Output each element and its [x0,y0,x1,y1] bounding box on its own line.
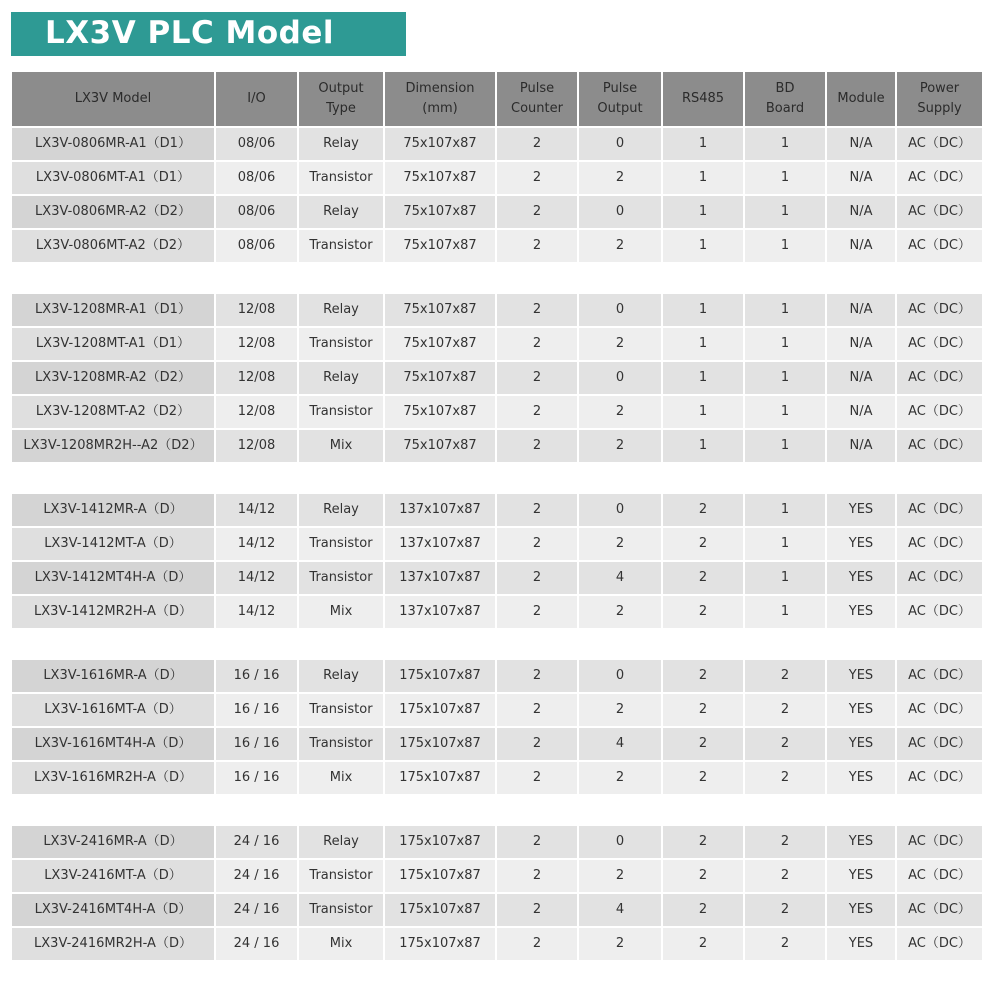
table-cell: 2 [663,894,743,928]
table-cell: 2 [497,860,577,894]
table-cell: 24 / 16 [216,826,297,860]
table-cell: 2 [663,860,743,894]
table-cell: 24 / 16 [216,894,297,928]
table-cell: AC（DC） [897,894,982,928]
table-cell: 137x107x87 [385,562,495,596]
table-cell: AC（DC） [897,928,982,962]
table-row [12,596,984,630]
table-cell: 08/06 [216,162,297,196]
table-row [12,396,984,430]
table-cell: 4 [579,562,661,596]
table-cell: 2 [497,162,577,196]
table-cell: 1 [663,396,743,430]
table-cell: Transistor [299,528,383,562]
table-cell: N/A [827,328,895,362]
table-row [12,294,984,328]
table-cell: 2 [579,860,661,894]
table-row [12,430,984,464]
header-cell [663,72,743,126]
table-cell: AC（DC） [897,230,982,264]
table-cell: 2 [579,230,661,264]
table-cell: Transistor [299,894,383,928]
table-cell: 137x107x87 [385,596,495,630]
table-cell: 16 / 16 [216,728,297,762]
table-cell: Mix [299,596,383,630]
table-cell: 2 [497,728,577,762]
table-cell: AC（DC） [897,728,982,762]
table-cell: Relay [299,294,383,328]
header-label: Dimension (mm) [405,81,475,116]
header-label: Pulse Counter [511,81,563,116]
table-cell: 2 [497,362,577,396]
table-cell: 2 [663,596,743,630]
header-cell [12,72,214,126]
model-cell: LX3V-2416MR-A（D） [12,826,214,860]
table-cell: 0 [579,494,661,528]
table-cell: 2 [579,762,661,796]
table-cell: 08/06 [216,230,297,264]
model-cell: LX3V-1616MT-A（D） [12,694,214,728]
page-title: LX3V PLC Model [45,15,335,51]
table-cell: AC（DC） [897,528,982,562]
table-cell: 08/06 [216,196,297,230]
table-cell: AC（DC） [897,196,982,230]
table-cell: 175x107x87 [385,826,495,860]
model-cell: LX3V-0806MR-A2（D2） [12,196,214,230]
table-cell: YES [827,694,895,728]
table-cell: 2 [745,762,825,796]
table-row [12,494,984,528]
table-cell: Relay [299,660,383,694]
header-cell [745,72,825,126]
table-cell: 12/08 [216,396,297,430]
model-cell: LX3V-2416MT4H-A（D） [12,894,214,928]
table-cell: 16 / 16 [216,762,297,796]
table-cell: 2 [663,694,743,728]
group-spacer [12,464,984,494]
table-cell: 2 [497,762,577,796]
table-cell: AC（DC） [897,494,982,528]
table-cell: N/A [827,430,895,464]
table-header-row [12,72,984,126]
table-row [12,230,984,264]
model-cell: LX3V-1208MR2H--A2（D2） [12,430,214,464]
table-cell: 0 [579,294,661,328]
table-cell: N/A [827,294,895,328]
table-cell: 2 [663,826,743,860]
table-cell: Mix [299,928,383,962]
table-cell: 2 [579,430,661,464]
table-cell: 0 [579,826,661,860]
table-cell: Transistor [299,694,383,728]
header-label: Output Type [318,81,364,116]
table-cell: YES [827,860,895,894]
table-row [12,694,984,728]
model-cell: LX3V-1208MR-A1（D1） [12,294,214,328]
table-cell: Relay [299,196,383,230]
table-cell: YES [827,494,895,528]
table-cell: 14/12 [216,528,297,562]
table-cell: 2 [663,660,743,694]
table-cell: Transistor [299,162,383,196]
table-cell: 175x107x87 [385,762,495,796]
table-cell: N/A [827,362,895,396]
table-cell: Transistor [299,860,383,894]
group-spacer [12,796,984,826]
table-cell: 2 [745,660,825,694]
table-cell: AC（DC） [897,294,982,328]
table-cell: 1 [663,196,743,230]
header-label: I/O [247,91,266,106]
group-spacer [12,630,984,660]
table-cell: AC（DC） [897,826,982,860]
header-cell [385,72,495,126]
table-cell: 75x107x87 [385,396,495,430]
table-cell: 2 [745,928,825,962]
table-cell: AC（DC） [897,596,982,630]
table-cell: 2 [497,128,577,162]
table-cell: 2 [497,660,577,694]
table-row [12,196,984,230]
table-cell: 12/08 [216,362,297,396]
table-cell: 2 [497,396,577,430]
header-cell [497,72,577,126]
table-cell: AC（DC） [897,660,982,694]
table-cell: 2 [497,562,577,596]
table-cell: 2 [579,928,661,962]
table-cell: 0 [579,196,661,230]
table-cell: 2 [497,328,577,362]
table-cell: 2 [579,528,661,562]
table-cell: YES [827,928,895,962]
table-row [12,528,984,562]
table-cell: 2 [497,430,577,464]
table-cell: 14/12 [216,494,297,528]
table-cell: 175x107x87 [385,928,495,962]
model-cell: LX3V-1412MR-A（D） [12,494,214,528]
table-cell: AC（DC） [897,396,982,430]
table-cell: 1 [745,494,825,528]
table-cell: 1 [745,128,825,162]
header-label: Power Supply [917,81,962,116]
table-cell: 2 [745,894,825,928]
model-cell: LX3V-0806MT-A2（D2） [12,230,214,264]
table-cell: 12/08 [216,328,297,362]
table-cell: 1 [663,362,743,396]
model-cell: LX3V-1412MR2H-A（D） [12,596,214,630]
header-cell [579,72,661,126]
table-cell: N/A [827,196,895,230]
model-cell: LX3V-1412MT4H-A（D） [12,562,214,596]
table-cell: 2 [745,826,825,860]
table-cell: 2 [497,528,577,562]
table-cell: 175x107x87 [385,728,495,762]
table-cell: 2 [663,728,743,762]
table-cell: 175x107x87 [385,894,495,928]
title-banner [11,12,406,56]
table-cell: 0 [579,362,661,396]
table-cell: Mix [299,762,383,796]
table-cell: 2 [579,162,661,196]
plc-model-table [12,72,984,962]
header-cell [216,72,297,126]
table-cell: Mix [299,430,383,464]
table-cell: Relay [299,826,383,860]
table-cell: 1 [745,430,825,464]
table-cell: N/A [827,230,895,264]
header-cell [827,72,895,126]
table-cell: 12/08 [216,430,297,464]
table-cell: 14/12 [216,596,297,630]
table-cell: 75x107x87 [385,294,495,328]
table-cell: 1 [745,196,825,230]
table-cell: 75x107x87 [385,328,495,362]
table-cell: 137x107x87 [385,494,495,528]
table-cell: YES [827,596,895,630]
table-cell: 75x107x87 [385,430,495,464]
table-cell: YES [827,660,895,694]
table-cell: 2 [497,294,577,328]
table-cell: 1 [745,596,825,630]
table-cell: 2 [663,562,743,596]
table-cell: N/A [827,396,895,430]
table-cell: AC（DC） [897,762,982,796]
table-cell: 2 [497,230,577,264]
table-cell: 4 [579,728,661,762]
table-row [12,894,984,928]
table-cell: 16 / 16 [216,694,297,728]
model-cell: LX3V-1208MR-A2（D2） [12,362,214,396]
model-cell: LX3V-1616MT4H-A（D） [12,728,214,762]
table-cell: 2 [579,396,661,430]
table-cell: 24 / 16 [216,860,297,894]
table-row [12,128,984,162]
table-row [12,728,984,762]
table-cell: 2 [497,596,577,630]
table-row [12,362,984,396]
table-cell: 2 [497,196,577,230]
table-cell: AC（DC） [897,430,982,464]
table-cell: 75x107x87 [385,196,495,230]
table-cell: 1 [745,328,825,362]
table-cell: 2 [497,694,577,728]
table-cell: AC（DC） [897,128,982,162]
model-cell: LX3V-2416MT-A（D） [12,860,214,894]
table-cell: 75x107x87 [385,230,495,264]
table-cell: N/A [827,162,895,196]
table-cell: Transistor [299,230,383,264]
table-cell: 75x107x87 [385,362,495,396]
table-cell: 12/08 [216,294,297,328]
table-cell: YES [827,826,895,860]
table-cell: YES [827,762,895,796]
table-cell: AC（DC） [897,694,982,728]
table-cell: Transistor [299,328,383,362]
table-cell: 2 [663,494,743,528]
table-cell: Relay [299,362,383,396]
table-cell: 2 [497,894,577,928]
header-label: RS485 [681,91,725,106]
table-cell: 175x107x87 [385,694,495,728]
table-cell: Relay [299,128,383,162]
table-cell: 24 / 16 [216,928,297,962]
table-cell: 0 [579,660,661,694]
table-cell: 1 [663,430,743,464]
table-cell: 2 [663,928,743,962]
model-cell: LX3V-1208MT-A2（D2） [12,396,214,430]
table-cell: 2 [497,826,577,860]
table-row [12,826,984,860]
table-cell: 2 [579,694,661,728]
model-cell: LX3V-0806MR-A1（D1） [12,128,214,162]
table-cell: 2 [745,694,825,728]
table-cell: 1 [663,294,743,328]
table-cell: AC（DC） [897,328,982,362]
table-cell: 2 [663,528,743,562]
table-row [12,860,984,894]
model-cell: LX3V-1208MT-A1（D1） [12,328,214,362]
table-cell: 1 [745,562,825,596]
table-cell: AC（DC） [897,362,982,396]
table-cell: 1 [663,328,743,362]
table-cell: 16 / 16 [216,660,297,694]
header-label: BD Board [765,81,805,116]
table-row [12,328,984,362]
table-cell: Transistor [299,562,383,596]
table-cell: YES [827,728,895,762]
table-row [12,562,984,596]
table-cell: 08/06 [216,128,297,162]
table-row [12,660,984,694]
model-cell: LX3V-1616MR2H-A（D） [12,762,214,796]
table-cell: 1 [745,396,825,430]
table-cell: 4 [579,894,661,928]
header-label: Module [837,91,885,106]
table-cell: N/A [827,128,895,162]
table-cell: 175x107x87 [385,860,495,894]
table-cell: Transistor [299,728,383,762]
header-cell [897,72,982,126]
table-cell: 1 [663,230,743,264]
table-cell: 2 [497,494,577,528]
table-cell: 2 [579,596,661,630]
model-cell: LX3V-2416MR2H-A（D） [12,928,214,962]
model-cell: LX3V-1412MT-A（D） [12,528,214,562]
table-cell: YES [827,894,895,928]
table-cell: 75x107x87 [385,162,495,196]
table-cell: 2 [579,328,661,362]
table-cell: 1 [663,162,743,196]
table-cell: 175x107x87 [385,660,495,694]
table-cell: YES [827,528,895,562]
table-cell: 137x107x87 [385,528,495,562]
model-cell: LX3V-1616MR-A（D） [12,660,214,694]
table-cell: 1 [745,528,825,562]
table-cell: 2 [663,762,743,796]
table-cell: AC（DC） [897,162,982,196]
header-cell [299,72,383,126]
table-cell: 2 [745,860,825,894]
header-label: LX3V Model [74,91,152,106]
table-cell: AC（DC） [897,562,982,596]
table-cell: 0 [579,128,661,162]
table-cell: 14/12 [216,562,297,596]
table-cell: 1 [745,162,825,196]
table-row [12,162,984,196]
table-cell: Relay [299,494,383,528]
table-row [12,762,984,796]
table-cell: 1 [745,230,825,264]
group-spacer [12,264,984,294]
table-cell: 1 [663,128,743,162]
table-cell: 1 [745,294,825,328]
table-cell: 75x107x87 [385,128,495,162]
model-cell: LX3V-0806MT-A1（D1） [12,162,214,196]
table-cell: AC（DC） [897,860,982,894]
header-label: Pulse Output [597,81,643,116]
table-cell: 2 [745,728,825,762]
table-cell: 2 [497,928,577,962]
table-row [12,928,984,962]
table-cell: 1 [745,362,825,396]
table-cell: Transistor [299,396,383,430]
table-cell: YES [827,562,895,596]
